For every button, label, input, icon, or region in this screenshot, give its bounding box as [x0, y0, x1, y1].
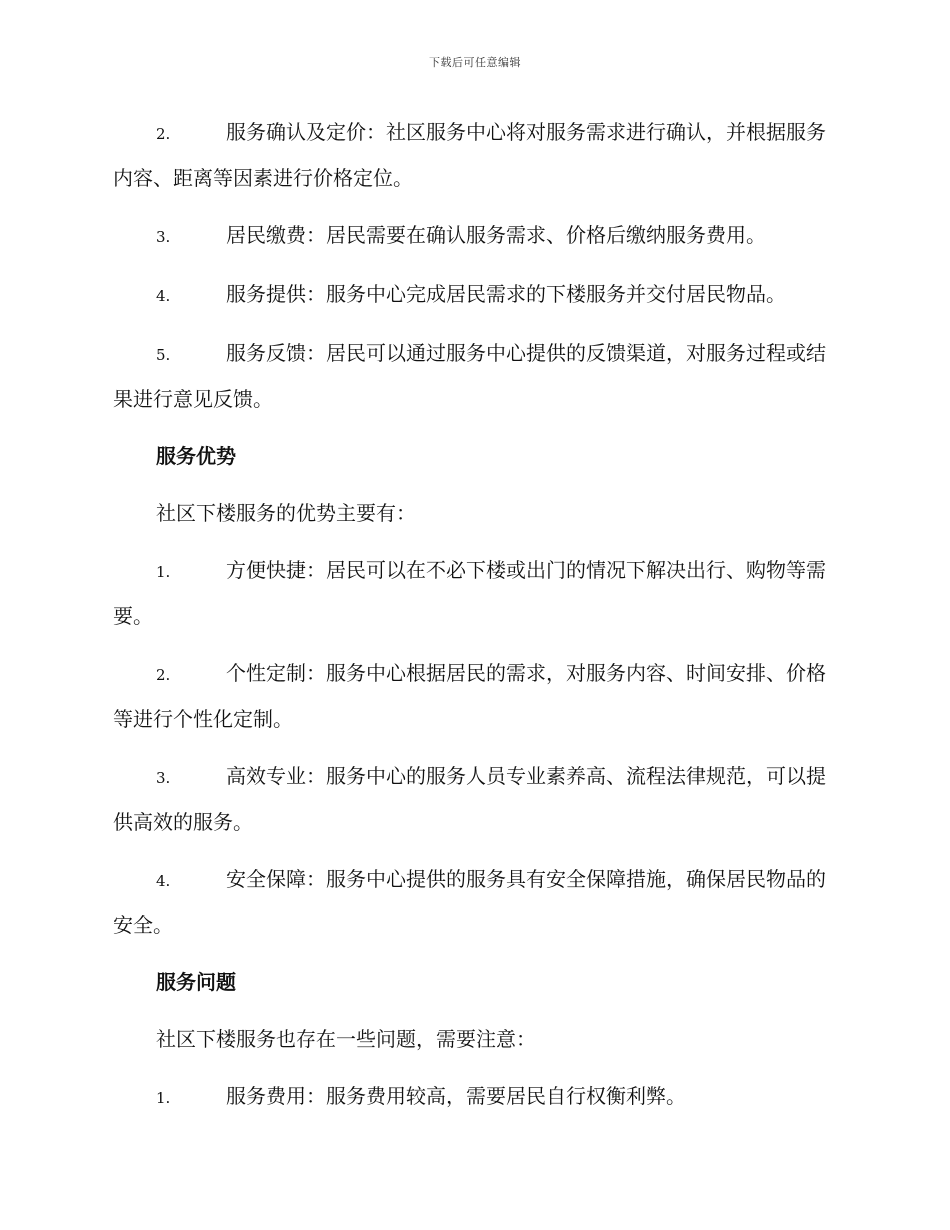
list-number: 1. [156, 1089, 171, 1107]
section-heading-problems: 服务问题 [156, 970, 236, 994]
list-text: 高效专业：服务中心的服务人员专业素养高、流程法律规范，可以提供高效的服务。 [113, 764, 826, 834]
section-intro-problems: 社区下楼服务也存在一些问题，需要注意： [156, 1027, 536, 1051]
list-item [113, 857, 838, 947]
list-number: 2. [156, 666, 171, 684]
list-number: 2. [156, 125, 171, 143]
list-number: 3. [156, 769, 171, 787]
list-item [113, 548, 838, 638]
list-text: 安全保障：服务中心提供的服务具有安全保障措施，确保居民物品的安全。 [113, 867, 826, 937]
list-text: 个性定制：服务中心根据居民的需求，对服务内容、时间安排、价格等进行个性化定制。 [113, 661, 826, 731]
list-number: 3. [156, 228, 171, 246]
list-item [113, 272, 838, 318]
section-intro-advantages: 社区下楼服务的优势主要有： [156, 501, 416, 525]
list-number: 1. [156, 563, 171, 581]
list-item [113, 110, 838, 200]
list-item [113, 331, 838, 421]
list-item [113, 651, 838, 741]
list-text: 服务费用：服务费用较高，需要居民自行权衡利弊。 [226, 1084, 686, 1108]
page-header: 下载后可任意编辑 [429, 56, 521, 69]
list-item [113, 754, 838, 844]
list-item [113, 213, 838, 259]
document-body [113, 110, 838, 1133]
list-text: 居民缴费：居民需要在确认服务需求、价格后缴纳服务费用。 [226, 223, 766, 247]
list-text: 服务反馈：居民可以通过服务中心提供的反馈渠道，对服务过程或结果进行意见反馈。 [113, 341, 826, 411]
section-heading-advantages: 服务优势 [156, 444, 236, 468]
list-number: 5. [156, 346, 171, 364]
list-number: 4. [156, 872, 171, 890]
list-text: 服务确认及定价：社区服务中心将对服务需求进行确认，并根据服务内容、距离等因素进行价格定位。 [113, 120, 826, 190]
list-item [113, 1074, 838, 1120]
list-text: 服务提供：服务中心完成居民需求的下楼服务并交付居民物品。 [226, 282, 786, 306]
list-number: 4. [156, 287, 171, 305]
list-text: 方便快捷：居民可以在不必下楼或出门的情况下解决出行、购物等需要。 [113, 558, 826, 628]
